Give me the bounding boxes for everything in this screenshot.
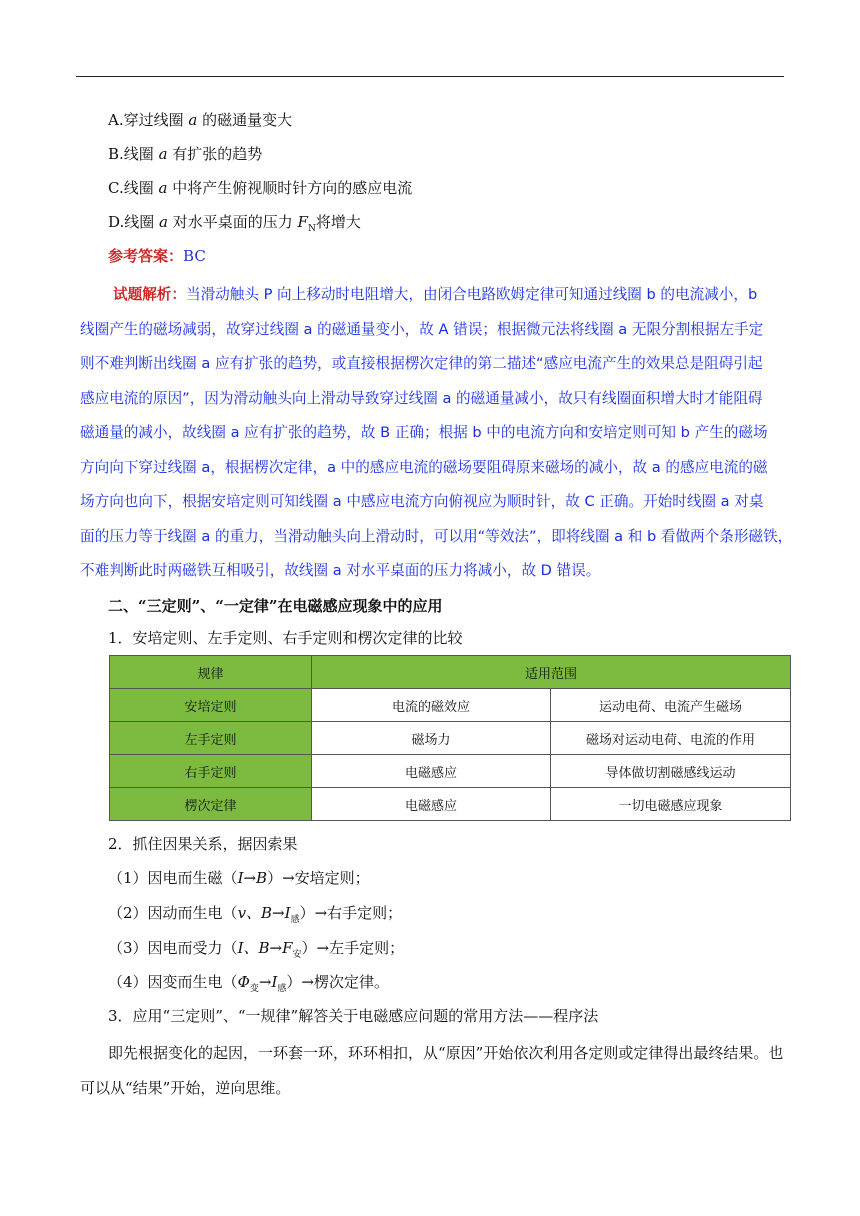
sub-item-2: （2）因动而生电（v、$B\to I_感)\to$右手定则； (108, 904, 403, 925)
option-a: A.穿过线圈 a 的磁通量变大 (108, 111, 293, 129)
solution-analysis: 试题解析：当滑动触头 P 向上移动时电阻增大，由闭合电路欧姆定律可知通过线圈 b 的电流减小，b 线圈产生的磁场减弱，故穿过线圈 a 的磁通量变小，故 A 错误；根据微元法将线圈 a 无限分割根据左手定 则不难判断出线圈 a 应有扩张的趋势，或直接根据楞次定律的第二描述“感应电流产生的效果总是阻碍引起 感应电流的原因”，因为滑动触头向上滑动导致穿过线圈 a 的磁通量减小，故只有线圈面积增大时才能阻碍 磁通量的减小，故线圈 a 应有扩张的趋势，故 B 正确；根据 b 中的电流方向和安培定则可知 b 产生的磁场 方向向下穿过线圈 a，根据楞次定律，a 中的感应电流的磁场要阻碍原来磁场的减小，故 a 的感应电流的磁 场方向也向下，根据安培定则可知线圈 a 中感应电流方向俯视应为顺时针，故 C 正确。开始时线圈 a 对桌 面的压力等于线圈 a 的重力，当滑动触头向上滑动时，可以用“等效法”，即将线圈 a 和 b 看做两个条形磁铁， 不难判断此时两磁铁互相吸引，故线圈 a 对水平桌面的压力将减小，故 D 错误。 (80, 286, 793, 579)
header-scope-cell: 适用范围 (312, 656, 791, 689)
analysis-label: 试题解析： (113, 286, 186, 303)
sub-item-4: （4）因变而生电$(\Phi_变\to I_感)\to$楞次定律。 (108, 973, 389, 994)
sub-item-1: （1）因电而生磁（I→B）→安培定则； (108, 869, 370, 887)
table-row: 右手定则 电磁感应 导体做切割磁感线运动 (110, 755, 791, 788)
table-header-row (110, 656, 791, 689)
table-row: 安培定则 电流的磁效应 运动电荷、电流产生磁场 (110, 689, 791, 722)
comparison-table (109, 655, 791, 821)
sub-item-3: （3）因电而受力（I、$B\to F_安)\to$左手定则； (108, 939, 405, 960)
item-3: 3．应用“三定则”、“一规律”解答关于电磁感应问题的常用方法——程序法 (108, 1007, 599, 1025)
option-d: D.线圈 a 对水平桌面的压力 $F_N$将增大 (108, 213, 361, 234)
table-row: 左手定则 磁场力 磁场对运动电荷、电流的作用 (110, 722, 791, 755)
header-rule-cell: 规律 (110, 656, 312, 689)
header-rule (76, 76, 784, 77)
item-1: 1．安培定则、左手定则、右手定则和楞次定律的比较 (108, 629, 463, 647)
section-heading: 二、“三定则”、“一定律”在电磁感应现象中的应用 (108, 597, 443, 615)
answer-label: 参考答案： (108, 247, 184, 265)
option-c: C.线圈 a 中将产生俯视顺时针方向的感应电流 (108, 179, 413, 197)
reference-answer (108, 246, 206, 266)
answer-value: BC (183, 247, 206, 265)
item-2: 2．抓住因果关系，据因索果 (108, 835, 298, 853)
closing-paragraph: 即先根据变化的起因，一环套一环，环环相扣，从“原因”开始依次利用各定则或定律得出最终结果。也 可以从“结果”开始，逆向思维。 (80, 1044, 784, 1097)
table-row: 楞次定律 电磁感应 一切电磁感应现象 (110, 788, 791, 821)
option-b: B.线圈 a 有扩张的趋势 (108, 145, 263, 163)
